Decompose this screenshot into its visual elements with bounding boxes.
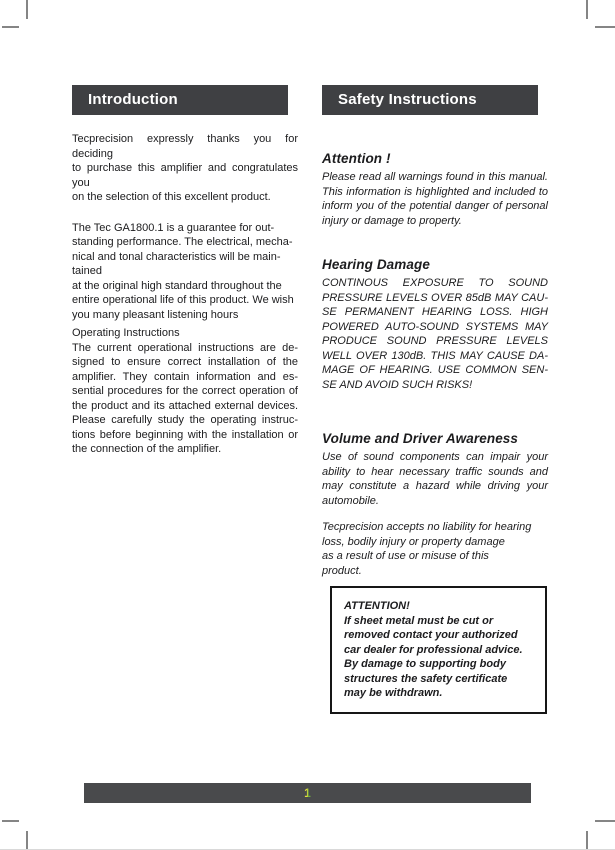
- attention-box: [330, 586, 547, 714]
- hearing-damage-paragraph: CONTINOUS EXPOSURE TO SOUND PRESSURE LEVELS OVER 85dB MAY CAU- SE PERMANENT HEARING LOSS. HIGH POWERED AUTO-SOUND SYSTEMS MAY PRODUCE SOUND PRESSURE LEVELS WELL OVER 130dB. THIS MAY CAUSE DA- MAGE OF HEARING. USE COMMON SEN- SE AND AVOID SUCH RISKS!: [322, 277, 548, 391]
- footer-bar: [84, 783, 531, 803]
- crop-mark-bottom-right-vertical: [586, 831, 588, 850]
- crop-mark-bottom-right-horizontal: [595, 820, 615, 822]
- attention-box-heading: ATTENTION!: [344, 600, 410, 612]
- crop-mark-top-right-horizontal: [595, 26, 615, 28]
- operating-instructions-paragraph: The current operational instructions are de- signed to ensure correct installation of the amplifier. They contain information and es- sential procedures for the correct operation of the product and its attached external devices. Please carefully study the operating instruc- tions before beginning with the installation or the connection of the amplifier.: [72, 341, 298, 455]
- intro-paragraph: Tecprecision expressly thanks you for deciding to purchase this amplifier and congratulates you on the selection of this excellent product.: [72, 133, 298, 203]
- introduction-header-bar: [72, 85, 288, 115]
- page-number: 1: [304, 786, 311, 800]
- attention-paragraph: Please read all warnings found in this manual. This information is highlighted and included to inform you of the potential danger of personal injury or damage to property.: [322, 171, 548, 227]
- crop-mark-top-left-vertical: [26, 0, 28, 19]
- introduction-column: [72, 85, 298, 457]
- operating-instructions-heading: Operating Instructions: [72, 327, 180, 339]
- attention-heading: Attention !: [322, 151, 391, 166]
- crop-mark-top-right-vertical: [586, 0, 588, 19]
- volume-awareness-heading: Volume and Driver Awareness: [322, 431, 519, 446]
- attention-box-text: If sheet metal must be cut or removed contact your authorized car dealer for professional advice. By damage to supporting body structures the safety certificate may be withdrawn.: [344, 614, 523, 699]
- hearing-damage-heading: Hearing Damage: [322, 257, 430, 272]
- liability-paragraph: Tecprecision accepts no liability for hearing loss, bodily injury or property damage as a result of use or misuse of this product.: [322, 521, 532, 577]
- volume-awareness-paragraph: Use of sound components can impair your ability to hear necessary traffic sounds and may constitute a hazard while driving your automobile.: [322, 451, 548, 507]
- safety-header-label: Safety Instructions: [338, 91, 477, 108]
- safety-header-bar: [322, 85, 538, 115]
- introduction-header-label: Introduction: [88, 91, 178, 108]
- crop-mark-top-left-horizontal: [2, 26, 19, 28]
- crop-mark-bottom-left-horizontal: [2, 820, 19, 822]
- safety-column: [322, 85, 548, 714]
- product-guarantee-paragraph: The Tec GA1800.1 is a guarantee for out- standing performance. The electrical, mecha- nical and tonal characteristics will be main-tained at the original high standard throughout the entire operational life of this product. We wish you many pleasant listening hours: [72, 221, 294, 321]
- crop-mark-bottom-left-vertical: [26, 831, 28, 850]
